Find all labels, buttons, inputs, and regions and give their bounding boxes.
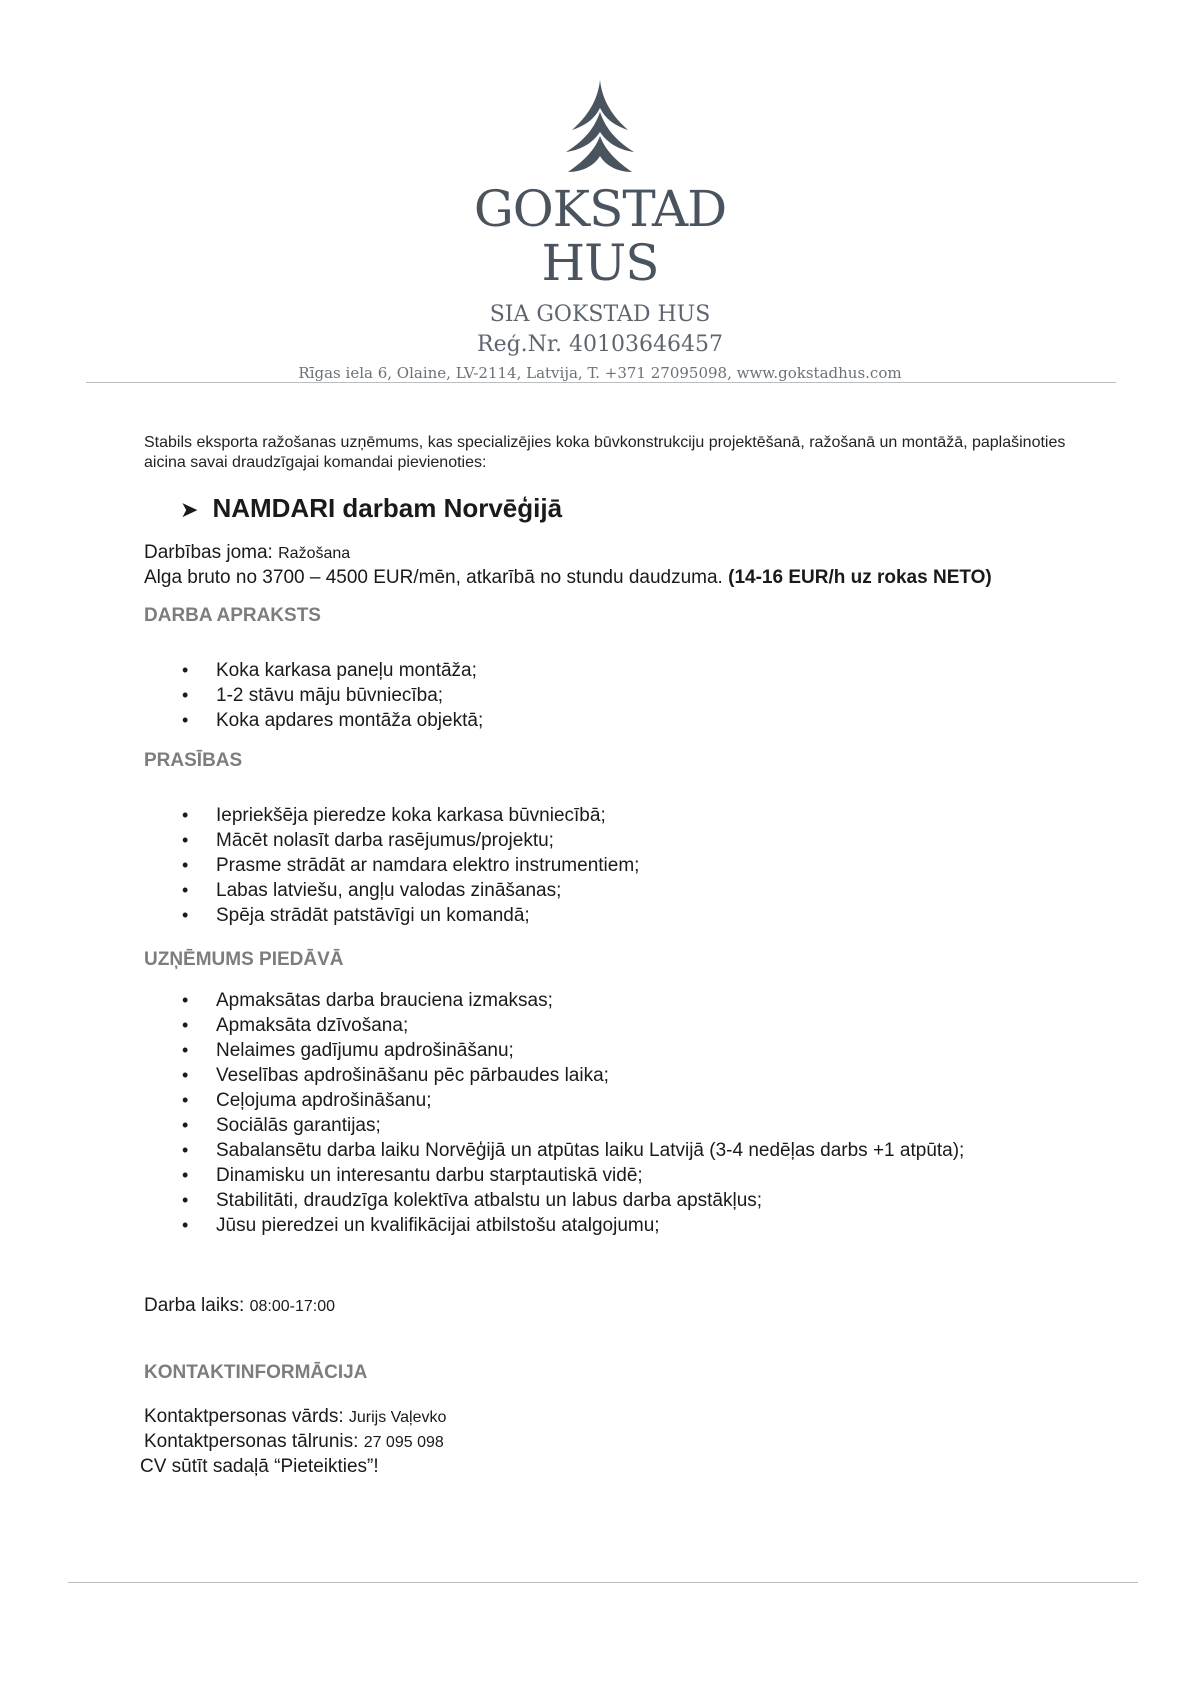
list-item: • 1-2 stāvu māju būvniecība; <box>144 683 1104 708</box>
list-item: • Koka karkasa paneļu montāža; <box>144 658 1104 683</box>
salary-net: (14-16 EUR/h uz rokas NETO) <box>728 567 992 588</box>
hours-label: Darba laiks: <box>144 1295 250 1316</box>
job-title-text: NAMDARI darbam Norvēģijā <box>212 493 563 523</box>
cv-instruction: CV sūtīt sadaļā “Pieteikties”! <box>140 1456 379 1477</box>
logo-wordmark-line2: HUS <box>541 234 659 292</box>
hours-value: 08:00-17:00 <box>249 1298 336 1315</box>
field-label: Darbības joma: <box>144 542 279 563</box>
list-item: • Stabilitāti, draudzīga kolektīva atbalstu un labus darba apstākļus; <box>144 1188 1104 1213</box>
intro-paragraph: Stabils eksporta ražošanas uzņēmums, kas specializējies koka būvkonstrukciju projektēšanā, ražošanā un montāžā, paplašinoties aicina savai draudzīgajai komandai pievienoties: <box>144 434 1066 471</box>
list-item: • Iepriekšēja pieredze koka karkasa būvniecībā; <box>144 803 1104 828</box>
contact-name-value: Jurijs Vaļevko <box>348 1409 447 1426</box>
list-item: • Ceļojuma apdrošināšanu; <box>144 1088 1104 1113</box>
list-item: • Sociālās garantijas; <box>144 1113 1104 1138</box>
company-name: SIA GOKSTAD HUS <box>489 302 711 327</box>
description-list <box>144 658 1104 733</box>
footer-divider <box>68 1582 1138 1583</box>
salary-text: Alga bruto no 3700 – 4500 EUR/mēn, atkarībā no stundu daudzuma. <box>144 567 729 588</box>
list-item: • Mācēt nolasīt darba rasējumus/projektu; <box>144 828 1104 853</box>
job-posting <box>140 433 1104 1479</box>
list-item: • Veselības apdrošināšanu pēc pārbaudes laika; <box>144 1063 1104 1088</box>
ship-prow-logo-icon <box>560 78 640 178</box>
company-address: Rīgas iela 6, Olaine, LV-2114, Latvija, T. +371 27095098, www.gokstadhus.com <box>298 364 902 382</box>
logo-wordmark-line1: GOKSTAD <box>473 180 727 238</box>
list-item: • Koka apdares montāža objektā; <box>144 708 1104 733</box>
list-item: • Sabalansētu darba laiku Norvēģijā un atpūtas laiku Latvijā (3-4 nedēļas darbs +1 atpūta); <box>144 1138 1104 1163</box>
job-title <box>180 491 1104 527</box>
list-item: • Apmaksāta dzīvošana; <box>144 1013 1104 1038</box>
registration-number: Reģ.Nr. 40103646457 <box>477 332 723 357</box>
section-heading-contact: KONTAKTINFORMĀCIJA <box>144 1362 368 1383</box>
offer-list <box>144 988 1104 1238</box>
salary-line <box>144 566 1104 590</box>
list-item: • Nelaimes gadījumu apdrošināšanu; <box>144 1038 1104 1063</box>
list-item: • Labas latviešu, angļu valodas zināšanas; <box>144 878 1104 903</box>
field-value: Ražošana <box>278 545 351 562</box>
contact-name <box>144 1405 1104 1430</box>
list-item: • Dinamisku un interesantu darbu starptautiskā vidē; <box>144 1163 1104 1188</box>
list-item: • Spēja strādāt patstāvīgi un komandā; <box>144 903 1104 928</box>
list-item: • Apmaksātas darba brauciena izmaksas; <box>144 988 1104 1013</box>
arrow-bullet-icon: ➤ <box>180 497 199 522</box>
requirements-list <box>144 803 1104 928</box>
field-of-activity <box>144 541 1104 566</box>
section-heading-description: DARBA APRAKSTS <box>144 605 321 626</box>
list-item: • Jūsu pieredzei un kvalifikācijai atbilstošu atalgojumu; <box>144 1213 1104 1238</box>
contact-name-label: Kontaktpersonas vārds: <box>144 1406 349 1427</box>
contact-phone-value: 27 095 098 <box>363 1434 444 1451</box>
contact-phone <box>144 1430 1104 1455</box>
contact-phone-label: Kontaktpersonas tālrunis: <box>144 1431 364 1452</box>
header-divider <box>86 382 1116 383</box>
section-heading-offer: UZŅĒMUMS PIEDĀVĀ <box>144 949 344 970</box>
working-hours <box>144 1294 1104 1319</box>
list-item: • Prasme strādāt ar namdara elektro instrumentiem; <box>144 853 1104 878</box>
letterhead <box>0 78 1200 386</box>
section-heading-requirements: PRASĪBAS <box>144 750 243 771</box>
